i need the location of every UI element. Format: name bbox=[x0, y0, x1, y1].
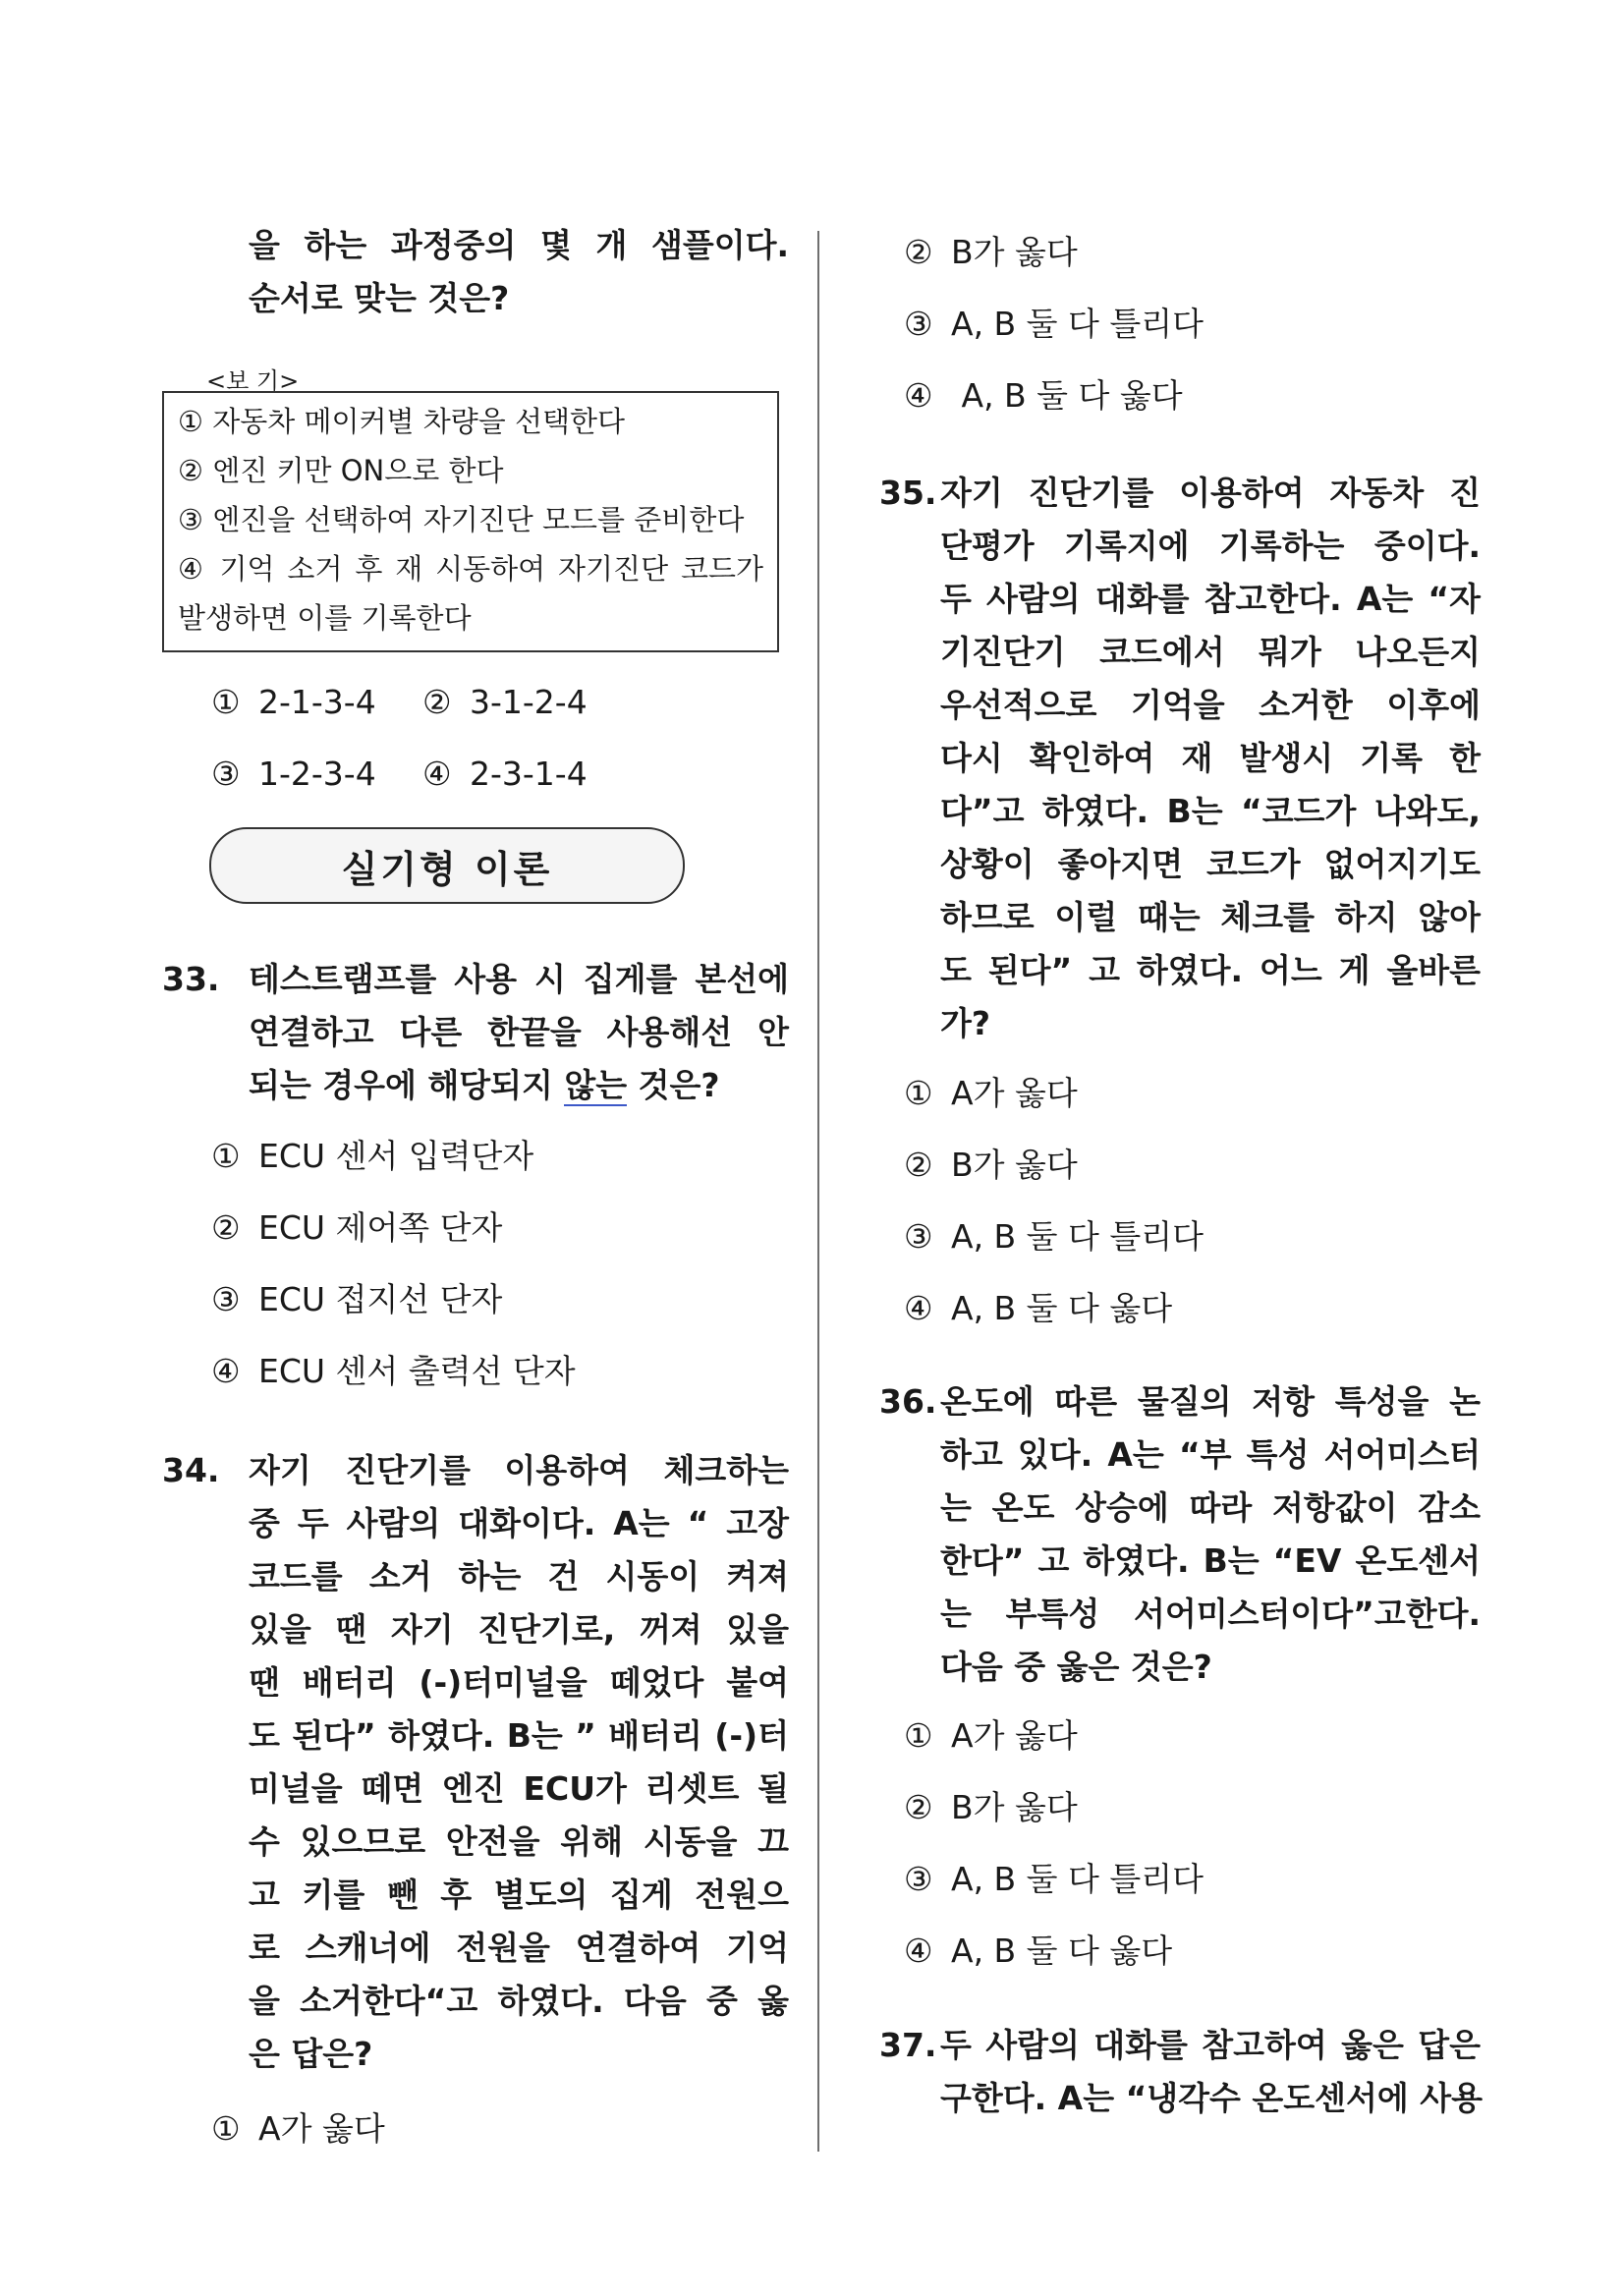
question-text-line: 우선적으로 기억을 소거한 이후에 bbox=[940, 686, 1481, 724]
option-text: B가 옳다 bbox=[951, 1146, 1078, 1184]
option-marker: ① bbox=[904, 1074, 933, 1112]
option-text: A, B 둘 다 틀리다 bbox=[951, 1860, 1204, 1898]
question-text-line: 하므로 이럴 때는 체크를 하지 않아 bbox=[940, 898, 1481, 936]
option-marker: ③ bbox=[904, 1217, 933, 1256]
question-text-line: 는 온도 상승에 따라 저항값이 감소 bbox=[940, 1488, 1481, 1527]
option-text: A, B 둘 다 옳다 bbox=[951, 1289, 1173, 1327]
question-37 bbox=[879, 2019, 1484, 2125]
underlined-word: 않는 bbox=[564, 1066, 628, 1104]
option-q34-1 bbox=[211, 2109, 385, 2149]
question-text-line: 두 사람의 대화를 참고하여 옳은 답은 bbox=[940, 2026, 1481, 2064]
question-text-line: 로 스캐너에 전원을 연결하여 기억 bbox=[249, 1929, 789, 1967]
question-number: 36. bbox=[879, 1382, 937, 1421]
question-text-line: 고 키를 뺀 후 별도의 집게 전원으 bbox=[249, 1876, 789, 1914]
option-text: ECU 센서 입력단자 bbox=[258, 1137, 534, 1175]
option-marker: ② bbox=[904, 1788, 933, 1826]
option-q36-2 bbox=[904, 1788, 1078, 1827]
option-text: A, B 둘 다 틀리다 bbox=[951, 1217, 1204, 1256]
question-text-line: 단평가 기록지에 기록하는 중이다. bbox=[940, 527, 1481, 565]
option-q32-2 bbox=[422, 683, 588, 722]
option-text: 1-2-3-4 bbox=[258, 755, 376, 793]
option-q34-4 bbox=[904, 376, 1183, 416]
question-text-line: 한다” 고 하였다. B는 “EV 온도센서 bbox=[940, 1541, 1481, 1580]
option-text: B가 옳다 bbox=[951, 1788, 1078, 1826]
option-q33-2 bbox=[211, 1208, 502, 1248]
option-text: A, B 둘 다 틀리다 bbox=[951, 305, 1204, 343]
question-text-line: 연결하고 다른 한끝을 사용해선 안 bbox=[249, 1013, 789, 1051]
option-marker: ② bbox=[904, 233, 933, 271]
option-q33-4 bbox=[211, 1352, 576, 1391]
option-q35-1 bbox=[904, 1074, 1078, 1113]
option-marker: ③ bbox=[904, 1860, 933, 1898]
question-text-line: 자기 진단기를 이용하여 자동차 진 bbox=[940, 474, 1481, 512]
option-q36-4 bbox=[904, 1932, 1172, 1971]
option-marker: ② bbox=[904, 1146, 933, 1184]
question-text-line: 기진단기 코드에서 뭐가 나오든지 bbox=[940, 633, 1481, 671]
question-number: 35. bbox=[879, 474, 937, 512]
question-text-line: 도 된다” 하였다. B는 ” 배터리 (-)터 bbox=[249, 1716, 789, 1755]
box-line: ④ 기억 소거 후 재 시동하여 자기진단 코드가 bbox=[178, 552, 763, 586]
option-marker: ④ bbox=[904, 376, 933, 415]
option-marker: ② bbox=[422, 683, 452, 721]
question-33 bbox=[162, 953, 791, 1112]
option-marker: ④ bbox=[422, 755, 452, 793]
option-q36-1 bbox=[904, 1716, 1078, 1756]
question-text-line: 는 부특성 서어미스터이다”고한다. bbox=[940, 1595, 1481, 1633]
question-text: 되는 경우에 해당되지 bbox=[249, 1066, 565, 1104]
option-q34-3 bbox=[904, 305, 1204, 344]
question-text-line: 수 있으므로 안전을 위해 시동을 끄 bbox=[249, 1822, 789, 1861]
question-text-line: 상황이 좋아지면 코드가 없어지기도 bbox=[940, 845, 1481, 883]
option-q33-3 bbox=[211, 1280, 502, 1319]
option-marker: ① bbox=[211, 1137, 241, 1175]
option-text: ECU 센서 출력선 단자 bbox=[258, 1352, 576, 1390]
question-number: 37. bbox=[879, 2026, 937, 2064]
box-line: ② 엔진 키만 ON으로 한다 bbox=[178, 454, 504, 487]
option-text: B가 옳다 bbox=[951, 233, 1078, 271]
column-divider bbox=[817, 231, 819, 2152]
box-line: ③ 엔진을 선택하여 자기진단 모드를 준비한다 bbox=[178, 503, 745, 536]
question-text-line: 구한다. A는 “냉각수 온도센서에 사용 bbox=[940, 2079, 1484, 2117]
question-text-line: 두 사람의 대화를 참고한다. A는 “자 bbox=[940, 580, 1481, 618]
option-text: 2-1-3-4 bbox=[258, 683, 376, 721]
option-marker: ① bbox=[211, 683, 241, 721]
box-line: ① 자동차 메이커별 차량을 선택한다 bbox=[178, 405, 626, 438]
option-text: A, B 둘 다 옳다 bbox=[951, 1932, 1173, 1970]
option-marker: ④ bbox=[211, 1352, 241, 1390]
question-36 bbox=[879, 1375, 1484, 1694]
option-q36-3 bbox=[904, 1860, 1204, 1899]
question-text-line: 도 된다” 고 하였다. 어느 게 올바른 bbox=[940, 951, 1481, 989]
question-text-line: 다”고 하였다. B는 “코드가 나와도, bbox=[940, 792, 1481, 830]
option-q32-1 bbox=[211, 683, 376, 722]
option-text: ECU 제어쪽 단자 bbox=[258, 1208, 503, 1247]
option-q32-3 bbox=[211, 755, 376, 794]
option-q34-2 bbox=[904, 233, 1078, 272]
question-text: 것은? bbox=[627, 1066, 720, 1104]
option-text: A, B 둘 다 옳다 bbox=[951, 376, 1183, 415]
question-text-line: 중 두 사람의 대화이다. A는 “ 고장 bbox=[249, 1504, 789, 1542]
question-text-line bbox=[249, 1059, 789, 1112]
question-text-line: 하고 있다. A는 “부 특성 서어미스터 bbox=[940, 1435, 1481, 1474]
question-34 bbox=[162, 1444, 791, 2081]
option-text: 2-3-1-4 bbox=[470, 755, 588, 793]
option-marker: ① bbox=[904, 1716, 933, 1755]
question-text-line: 순서로 맞는 것은? bbox=[249, 279, 510, 317]
example-box bbox=[162, 391, 779, 652]
option-marker: ③ bbox=[211, 755, 241, 793]
question-number: 33. bbox=[162, 960, 220, 998]
question-text-line: 코드를 소거 하는 건 시동이 켜져 bbox=[249, 1557, 789, 1596]
question-number: 34. bbox=[162, 1451, 220, 1489]
question-text-line: 은 답은? bbox=[249, 2035, 373, 2073]
question-text-line: 있을 땐 자기 진단기로, 꺼져 있을 bbox=[249, 1610, 789, 1649]
option-marker: ③ bbox=[211, 1280, 241, 1318]
option-text: A가 옳다 bbox=[951, 1074, 1078, 1112]
question-32-tail bbox=[249, 219, 789, 325]
question-text-line: 땐 배터리 (-)터미널을 떼었다 붙여 bbox=[249, 1663, 789, 1702]
option-marker: ④ bbox=[904, 1289, 933, 1327]
question-text-line: 다시 확인하여 재 발생시 기록 한 bbox=[940, 739, 1481, 777]
option-marker: ③ bbox=[904, 305, 933, 343]
question-text-line: 가? bbox=[940, 1004, 991, 1042]
box-caption: <보 기> bbox=[206, 367, 300, 395]
option-q35-3 bbox=[904, 1217, 1204, 1257]
option-q33-1 bbox=[211, 1137, 533, 1176]
option-marker: ④ bbox=[904, 1932, 933, 1970]
option-text: ECU 접지선 단자 bbox=[258, 1280, 503, 1318]
question-text-line: 다음 중 옳은 것은? bbox=[940, 1648, 1212, 1686]
section-title: 실기형 이론 bbox=[209, 827, 685, 904]
box-line: 발생하면 이를 기록한다 bbox=[178, 601, 472, 635]
question-text-line: 을 소거한다“고 하였다. 다음 중 옳 bbox=[249, 1982, 789, 2020]
option-text: 3-1-2-4 bbox=[470, 683, 588, 721]
question-text-line: 온도에 따른 물질의 저항 특성을 논 bbox=[940, 1382, 1481, 1421]
question-text-line: 자기 진단기를 이용하여 체크하는 bbox=[249, 1451, 789, 1489]
question-text-line: 테스트램프를 사용 시 집게를 본선에 bbox=[249, 960, 789, 998]
option-q35-2 bbox=[904, 1146, 1078, 1185]
option-q32-4 bbox=[422, 755, 588, 794]
option-q35-4 bbox=[904, 1289, 1172, 1328]
option-marker: ① bbox=[211, 2109, 241, 2148]
question-text-line: 미널을 떼면 엔진 ECU가 리셋트 될 bbox=[249, 1769, 789, 1808]
option-text: A가 옳다 bbox=[258, 2109, 385, 2148]
question-text-line: 을 하는 과정중의 몇 개 샘플이다. bbox=[249, 226, 789, 264]
option-text: A가 옳다 bbox=[951, 1716, 1078, 1755]
question-35 bbox=[879, 467, 1484, 1050]
option-marker: ② bbox=[211, 1208, 241, 1247]
